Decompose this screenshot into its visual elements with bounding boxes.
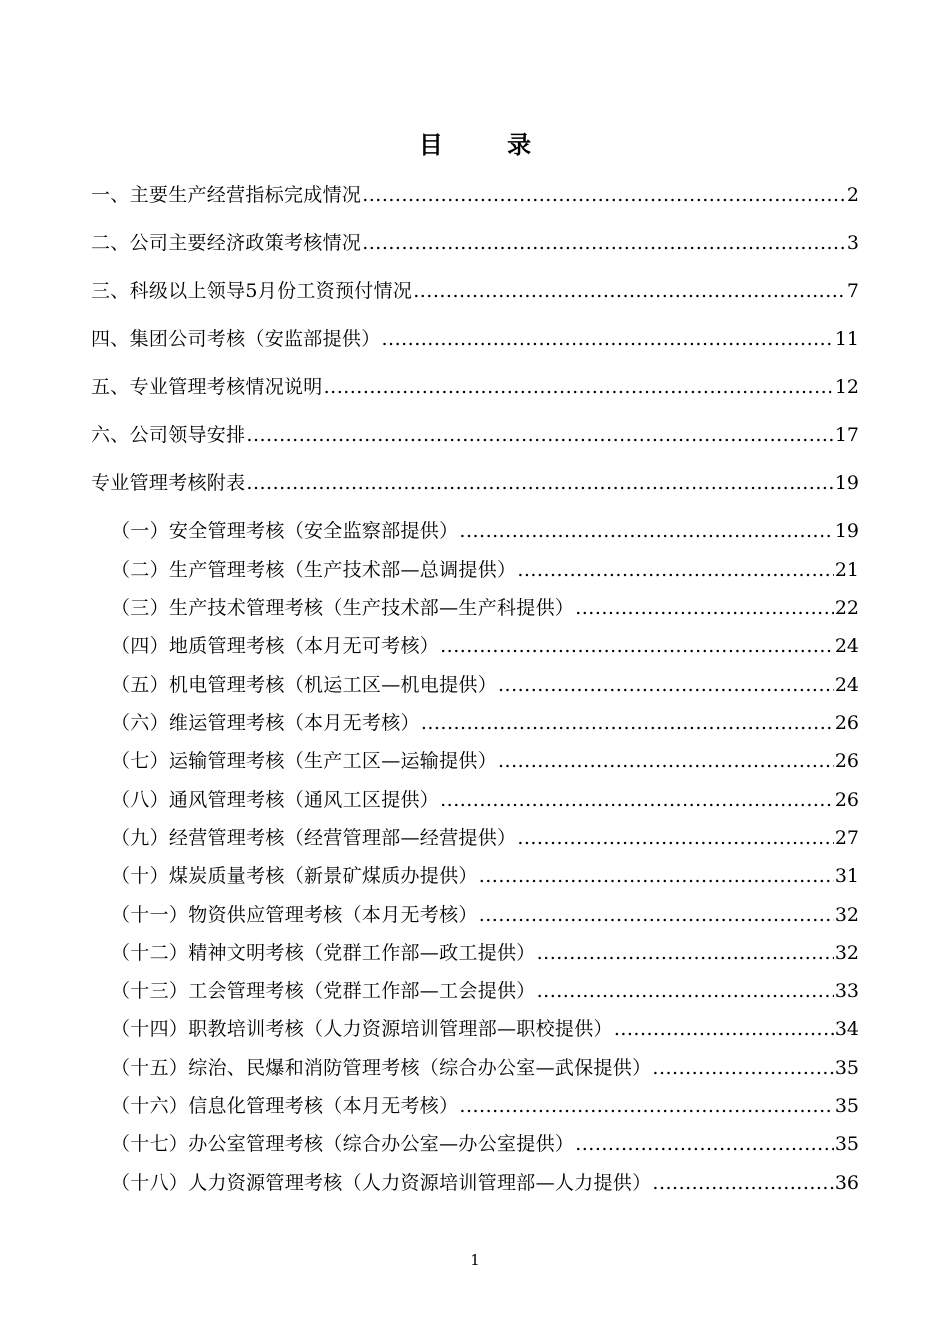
- toc-entry-page: 17: [834, 424, 859, 446]
- toc-entry[interactable]: [91, 230, 859, 256]
- toc-entry-label: （五）机电管理考核（机运工区—机电提供）: [111, 674, 498, 696]
- toc-leader-dots: [498, 672, 834, 698]
- page-number: 1: [470, 1251, 480, 1269]
- toc-entry-page: 33: [834, 980, 859, 1002]
- toc-entry-page: 35: [834, 1095, 859, 1117]
- toc-entry[interactable]: [111, 1131, 859, 1157]
- toc-entry-label: 五、专业管理考核情况说明: [91, 376, 323, 398]
- toc-entry-label: （九）经营管理考核（经营管理部—经营提供）: [111, 827, 517, 849]
- toc-entry-label: （六）维运管理考核（本月无考核）: [111, 712, 420, 734]
- toc-entry[interactable]: [91, 470, 859, 496]
- toc-entry-label: （十）煤炭质量考核（新景矿煤质办提供）: [111, 865, 478, 887]
- toc-entry[interactable]: [111, 557, 859, 583]
- toc-leader-dots: [382, 326, 834, 352]
- toc-entry[interactable]: [111, 787, 859, 813]
- toc-entry-page: 26: [834, 750, 859, 772]
- toc-entry-label: （七）运输管理考核（生产工区—运输提供）: [111, 750, 498, 772]
- toc-entry-label: （一）安全管理考核（安全监察部提供）: [111, 520, 459, 542]
- toc-entry-page: 26: [834, 789, 859, 811]
- toc-entry-label: （十六）信息化管理考核（本月无考核）: [111, 1095, 459, 1117]
- toc-entry-label: 四、集团公司考核（安监部提供）: [91, 328, 381, 350]
- toc-entry-page: 19: [834, 520, 859, 542]
- toc-leader-dots: [421, 710, 834, 736]
- toc-entry-label: （十二）精神文明考核（党群工作部—政工提供）: [111, 942, 536, 964]
- toc-leader-dots: [537, 978, 834, 1004]
- toc-entry-page: 35: [834, 1057, 859, 1079]
- toc-entry[interactable]: [111, 595, 859, 621]
- toc-entry-label: （十一）物资供应管理考核（本月无考核）: [111, 904, 478, 926]
- toc-leader-dots: [575, 1131, 834, 1157]
- toc-leader-dots: [459, 1093, 833, 1119]
- toc-entry[interactable]: [111, 710, 859, 736]
- toc-entry[interactable]: [91, 326, 859, 352]
- toc-entry-label: 一、主要生产经营指标完成情况: [91, 184, 362, 206]
- toc-leader-dots: [652, 1055, 833, 1081]
- toc-entry-page: 31: [834, 865, 859, 887]
- toc-entry-label: 三、科级以上领导5月份工资预付情况: [91, 280, 413, 302]
- toc-entry-label: （十四）职教培训考核（人力资源培训管理部—职校提供）: [111, 1018, 613, 1040]
- toc-leader-dots: [362, 230, 846, 256]
- toc-leader-dots: [614, 1016, 834, 1042]
- toc-leader-dots: [459, 518, 833, 544]
- toc-entry-label: （二）生产管理考核（生产技术部—总调提供）: [111, 559, 517, 581]
- toc-title: 目 录: [418, 130, 560, 159]
- toc-entry[interactable]: [111, 825, 859, 851]
- toc-entry-page: 36: [834, 1172, 859, 1194]
- toc-entry[interactable]: [111, 672, 859, 698]
- toc-entry[interactable]: [111, 1093, 859, 1119]
- toc-entry-page: 19: [834, 472, 859, 494]
- toc-entry[interactable]: [111, 1016, 859, 1042]
- toc-entry-page: 26: [834, 712, 859, 734]
- toc-entry-label: （四）地质管理考核（本月无可考核）: [111, 635, 440, 657]
- toc-leader-dots: [652, 1170, 833, 1196]
- toc-entry[interactable]: [91, 278, 859, 304]
- toc-entry-page: 34: [834, 1018, 859, 1040]
- toc-leader-dots: [440, 787, 834, 813]
- toc-leader-dots: [498, 748, 834, 774]
- toc-entry-label: （十五）综治、民爆和消防管理考核（综合办公室—武保提供）: [111, 1057, 652, 1079]
- toc-entry[interactable]: [91, 182, 859, 208]
- toc-leader-dots: [246, 470, 833, 496]
- toc-entry-label: （十七）办公室管理考核（综合办公室—办公室提供）: [111, 1133, 575, 1155]
- toc-leader-dots: [246, 422, 833, 448]
- toc-entry-page: 7: [846, 280, 859, 302]
- toc-entry[interactable]: [91, 422, 859, 448]
- toc-entry-label: （三）生产技术管理考核（生产技术部—生产科提供）: [111, 597, 575, 619]
- toc-entry-label: （八）通风管理考核（通风工区提供）: [111, 789, 440, 811]
- toc-entry-page: 3: [846, 232, 859, 254]
- toc-entry-label: 六、公司领导安排: [91, 424, 246, 446]
- toc-entry-label: 专业管理考核附表: [91, 472, 246, 494]
- toc-entry-label: （十三）工会管理考核（党群工作部—工会提供）: [111, 980, 536, 1002]
- toc-entry-page: 12: [834, 376, 859, 398]
- toc-entry-page: 27: [834, 827, 859, 849]
- toc-leader-dots: [362, 182, 846, 208]
- toc-leader-dots: [324, 374, 834, 400]
- toc-leader-dots: [517, 557, 834, 583]
- toc-entry-page: 22: [834, 597, 859, 619]
- toc-leader-dots: [517, 825, 834, 851]
- toc-entry-label: 二、公司主要经济政策考核情况: [91, 232, 362, 254]
- toc-entry-page: 32: [834, 904, 859, 926]
- toc-entry[interactable]: [91, 374, 859, 400]
- toc-entry-page: 11: [834, 328, 859, 350]
- toc-entry-page: 21: [834, 559, 859, 581]
- toc-entry[interactable]: [111, 633, 859, 659]
- toc-entry[interactable]: [111, 518, 859, 544]
- toc-entry-page: 32: [834, 942, 859, 964]
- toc-leader-dots: [413, 278, 846, 304]
- toc-entry[interactable]: [111, 940, 859, 966]
- toc-leader-dots: [479, 902, 834, 928]
- toc-entry-label: （十八）人力资源管理考核（人力资源培训管理部—人力提供）: [111, 1172, 652, 1194]
- toc-entry-page: 24: [834, 635, 859, 657]
- toc-entry[interactable]: [111, 902, 859, 928]
- toc-entry[interactable]: [111, 863, 859, 889]
- toc-entry[interactable]: [111, 1055, 859, 1081]
- toc-entry[interactable]: [111, 978, 859, 1004]
- toc-leader-dots: [440, 633, 834, 659]
- toc-leader-dots: [575, 595, 834, 621]
- toc-entry[interactable]: [111, 748, 859, 774]
- toc-entry-page: 2: [846, 184, 859, 206]
- toc-leader-dots: [479, 863, 834, 889]
- toc-entry[interactable]: [111, 1170, 859, 1196]
- toc-entry-page: 35: [834, 1133, 859, 1155]
- toc-entry-page: 24: [834, 674, 859, 696]
- toc-leader-dots: [537, 940, 834, 966]
